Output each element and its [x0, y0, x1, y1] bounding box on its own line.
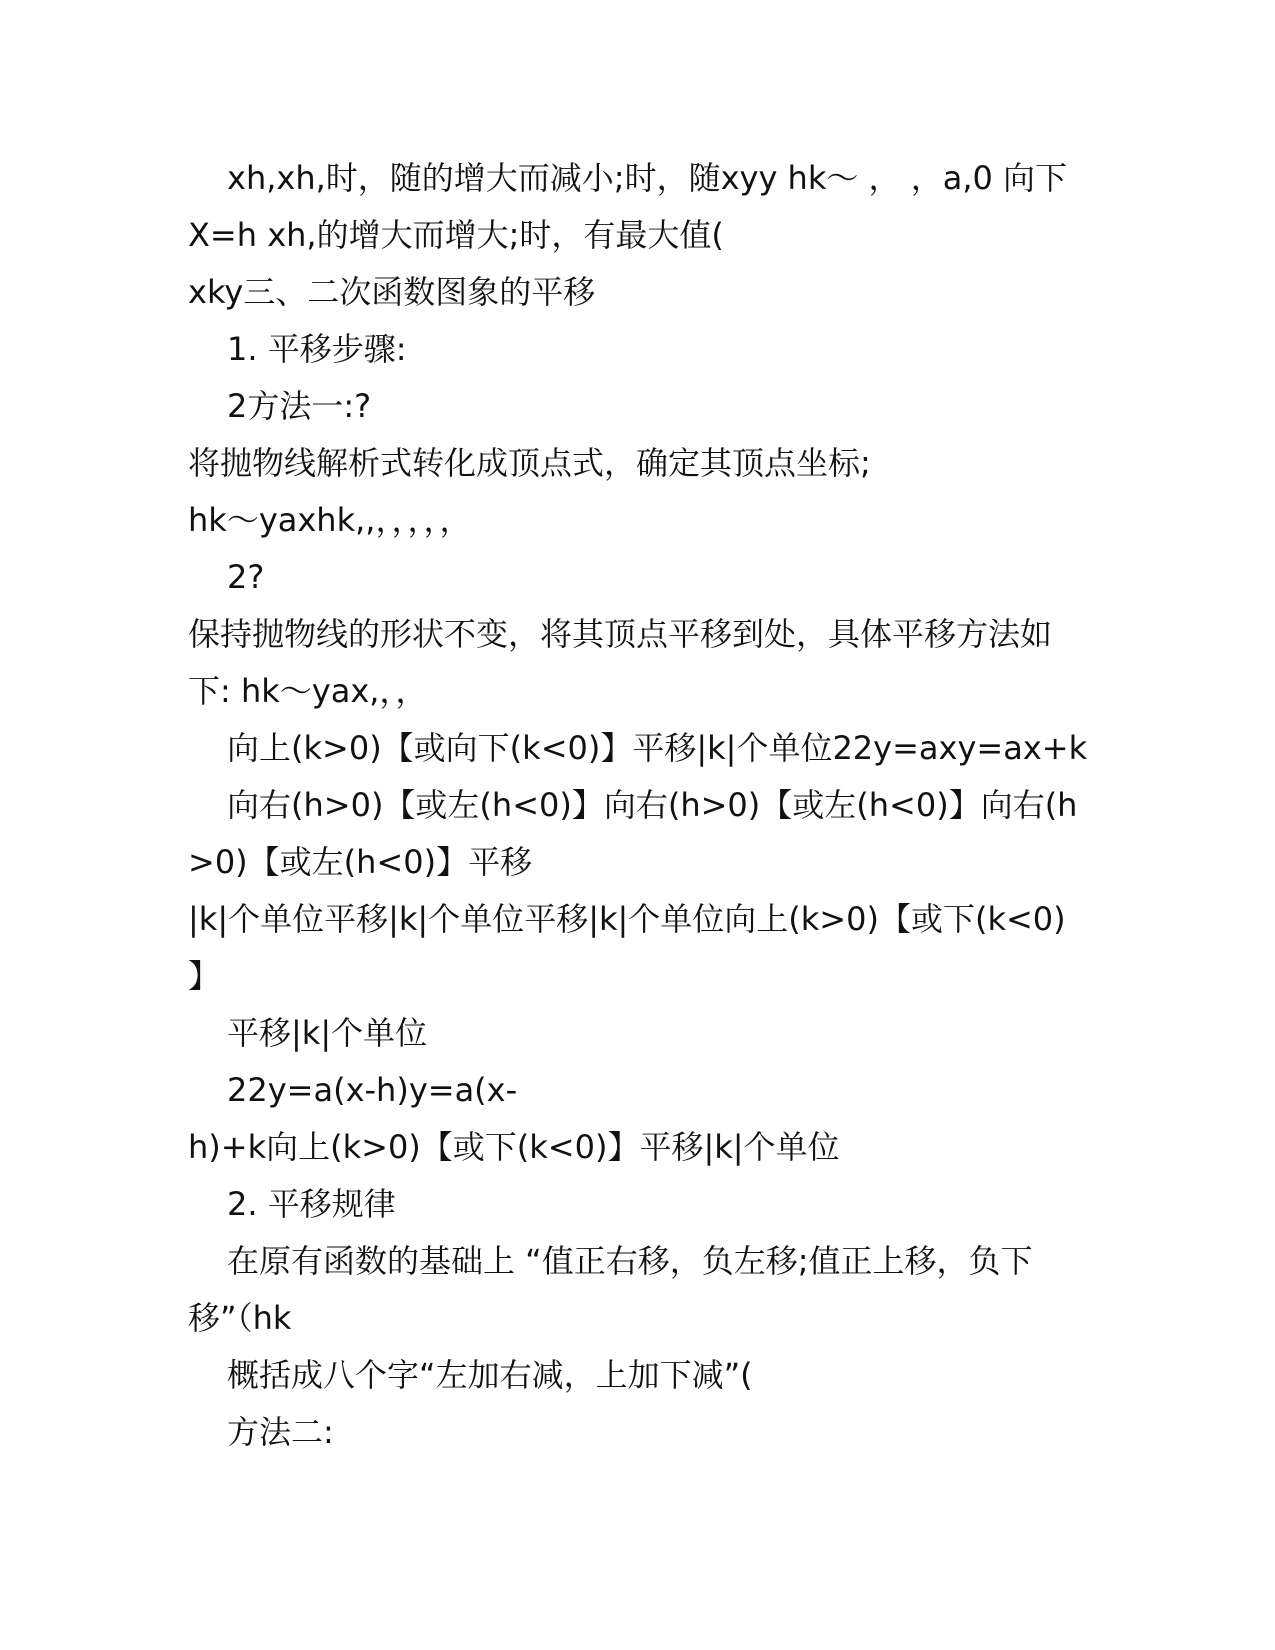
text-line: h)+k向上(k>0)【或下(k<0)】平移|k|个单位 — [188, 1128, 840, 1166]
text-line: |k|个单位平移|k|个单位平移|k|个单位向上(k>0)【或下(k<0) — [188, 900, 1066, 938]
text-line: 22y=a(x-h)y=a(x- — [227, 1071, 518, 1109]
text-line: 将抛物线解析式转化成顶点式，确定其顶点坐标; — [188, 444, 871, 482]
text-line: 向右(h>0)【或左(h<0)】向右(h>0)【或左(h<0)】向右(h — [227, 786, 1078, 824]
section-heading: xky三、二次函数图象的平移 — [188, 273, 596, 311]
document-body — [188, 150, 1088, 1461]
text-line: 2方法一:? — [227, 387, 372, 425]
text-line: hk～yaxhk,,，，，，， — [188, 501, 472, 539]
text-line: 平移|k|个单位 — [227, 1014, 428, 1052]
text-line: 移”（hk — [188, 1299, 292, 1337]
text-line: >0)【或左(h<0)】平移 — [188, 843, 533, 881]
text-line: 向上(k>0)【或向下(k<0)】平移|k|个单位22y=axy=ax+k — [227, 729, 1088, 767]
text-line: 】 — [188, 957, 221, 995]
text-line: 下: hk～yax,，， — [188, 672, 428, 710]
subsection-heading: 1. 平移步骤: — [227, 330, 407, 368]
text-line: 保持抛物线的形状不变，将其顶点平移到处，具体平移方法如 — [188, 615, 1053, 653]
subsection-heading: 2. 平移规律 — [227, 1185, 396, 1223]
text-line: 概括成八个字“左加右减，上加下减”( — [227, 1356, 753, 1394]
text-line: 2? — [227, 558, 265, 596]
text-line: 方法二: — [227, 1413, 334, 1451]
text-line: xh,xh,时，随的增大而减小;时，随xyy hk～ ， ，a,0 向下 — [227, 159, 1068, 197]
text-line: 在原有函数的基础上 “值正右移，负左移;值正上移，负下 — [227, 1242, 1033, 1280]
text-line: X=h xh,的增大而增大;时，有最大值( — [188, 216, 724, 254]
